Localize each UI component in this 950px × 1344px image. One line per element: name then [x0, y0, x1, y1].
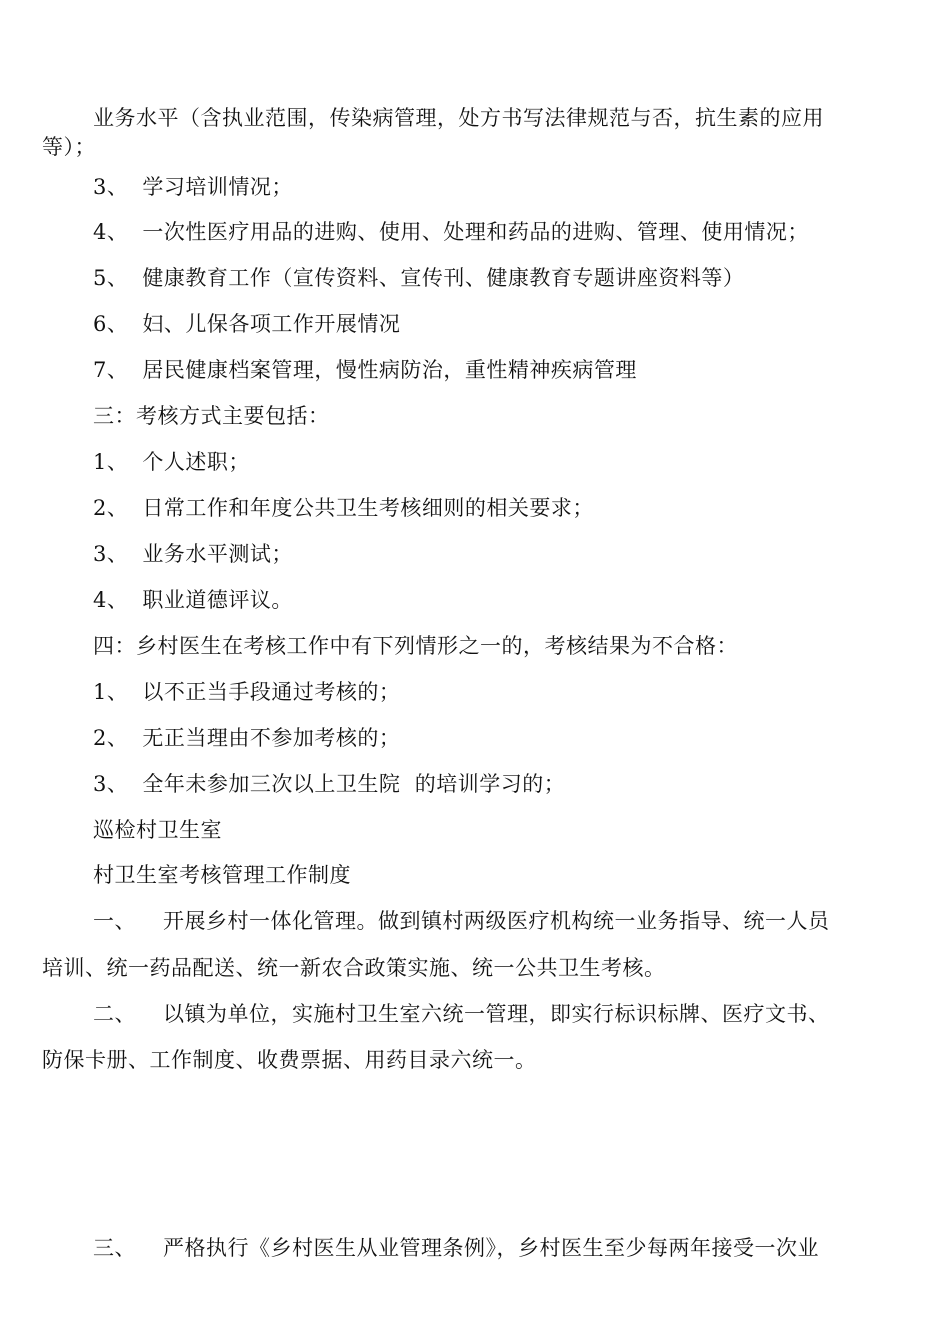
policy-title: 村卫生室考核管理工作制度: [93, 863, 351, 887]
list-item-number: 2、: [93, 726, 129, 750]
section-heading: 四：乡村医生在考核工作中有下列情形之一的，考核结果为不合格：: [93, 634, 738, 658]
list-item: [93, 357, 637, 383]
list-item-number: 7、: [93, 358, 129, 382]
list-item-text: 妇、儿保各项工作开展情况: [142, 312, 401, 336]
list-item: [93, 174, 293, 200]
list-item: [93, 679, 400, 705]
list-item-number: 4、: [93, 588, 129, 612]
policy-item-text: 严格执行《乡村医生从业管理条例》，乡村医生至少每两年接受一次业: [163, 1236, 819, 1260]
list-item-number: 4、: [93, 220, 129, 244]
policy-item-text: 以镇为单位，实施村卫生室六统一管理，即实行标识标牌、医疗文书、: [163, 1002, 830, 1026]
list-item: [93, 541, 293, 567]
list-item-number: 6、: [93, 312, 129, 336]
list-item-text: 无正当理由不参加考核的；: [142, 726, 401, 750]
list-item-number: 1、: [93, 450, 129, 474]
policy-item-continuation: 防保卡册、工作制度、收费票据、用药目录六统一。: [42, 1048, 537, 1072]
policy-item-line: [93, 1235, 819, 1261]
list-item: [93, 495, 594, 521]
list-item: [93, 587, 293, 613]
policy-item-number: 三、: [93, 1236, 136, 1260]
policy-item-line: [93, 908, 830, 934]
list-item: [93, 449, 250, 475]
policy-item-continuation: 培训、统一药品配送、统一新农合政策实施、统一公共卫生考核。: [42, 956, 666, 980]
list-item-text: 学习培训情况；: [142, 175, 293, 199]
list-item: [93, 725, 400, 751]
list-item-text: 个人述职；: [142, 450, 250, 474]
policy-item-line: [93, 1001, 830, 1027]
list-item-number: 5、: [93, 266, 129, 290]
policy-item-number: 二、: [93, 1002, 136, 1026]
section-heading: 三：考核方式主要包括：: [93, 404, 330, 428]
policy-item-number: 一、: [93, 909, 136, 933]
intro-line-2: 等）；: [42, 135, 96, 159]
list-item-number: 1、: [93, 680, 129, 704]
list-item-number: 3、: [93, 772, 129, 796]
list-item-text: 业务水平测试；: [142, 542, 293, 566]
list-item-text: 全年未参加三次以上卫生院 的培训学习的；: [142, 772, 566, 796]
list-item-number: 2、: [93, 496, 129, 520]
patrol-line: 巡检村卫生室: [93, 818, 222, 842]
list-item-text: 以不正当手段通过考核的；: [142, 680, 401, 704]
list-item: [93, 311, 400, 337]
list-item-text: 日常工作和年度公共卫生考核细则的相关要求；: [142, 496, 594, 520]
list-item: [93, 771, 565, 797]
policy-item-text: 开展乡村一体化管理。做到镇村两级医疗机构统一业务指导、统一人员: [163, 909, 830, 933]
list-item-number: 3、: [93, 175, 129, 199]
list-item-text: 居民健康档案管理，慢性病防治，重性精神疾病管理: [142, 358, 637, 382]
list-item: [93, 265, 744, 291]
intro-line-1: 业务水平（含执业范围，传染病管理，处方书写法律规范与否，抗生素的应用: [93, 106, 824, 130]
list-item-text: 一次性医疗用品的进购、使用、处理和药品的进购、管理、使用情况；: [142, 220, 809, 244]
list-item: [93, 219, 809, 245]
list-item-number: 3、: [93, 542, 129, 566]
list-item-text: 职业道德评议。: [142, 588, 293, 612]
list-item-text: 健康教育工作（宣传资料、宣传刊、健康教育专题讲座资料等）: [142, 266, 745, 290]
